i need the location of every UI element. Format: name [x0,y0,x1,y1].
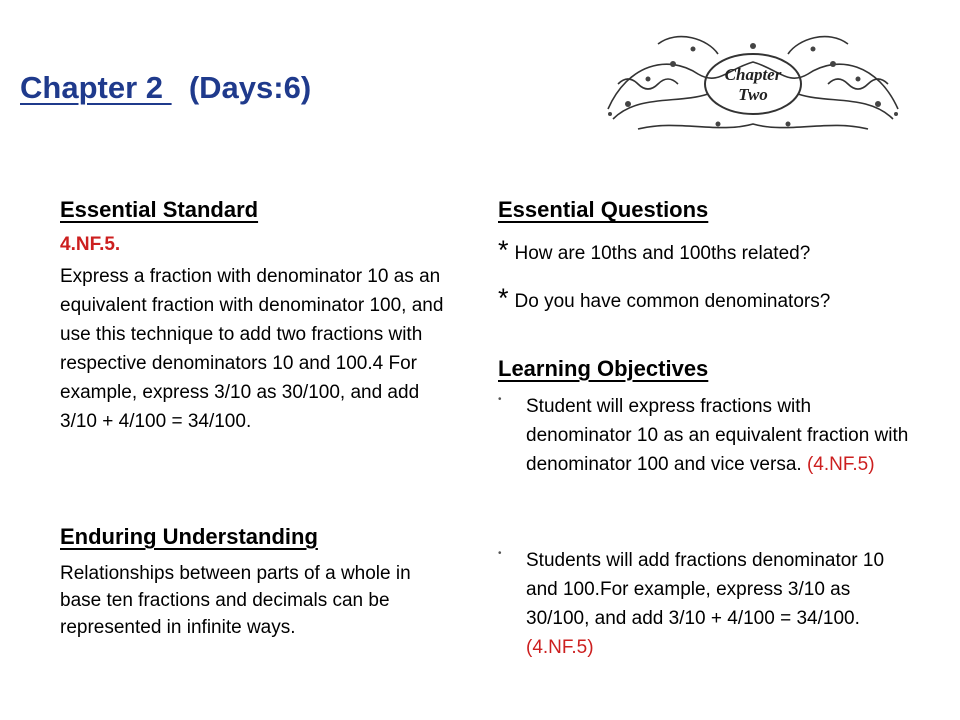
logo-text-two: Two [738,85,768,104]
essential-standard-heading: Essential Standard [60,197,259,222]
question-text: How are 10ths and 100ths related? [514,243,811,264]
logo-text-chapter: Chapter [724,65,782,84]
chapter-two-ornament-logo [598,24,908,144]
objective-item [498,546,918,662]
learning-objectives-heading: Learning Objectives [498,356,709,381]
bullet-icon: • [498,548,502,559]
objective-standard-ref: (4.NF.5) [526,637,594,658]
chapter-label: Chapter 2 [20,70,172,105]
standard-code: 4.NF.5. [60,234,121,255]
enduring-understanding-text: Relationships between parts of a whole in base ten fractions and decimals can be represented in infinite ways. [60,563,411,638]
bullet-icon: • [498,394,502,405]
star-bullet-icon: * [498,283,509,313]
question-item [498,284,918,316]
question-item [498,236,918,268]
question-text: Do you have common denominators? [514,291,831,312]
objective-standard-ref: (4.NF.5) [806,454,875,475]
page-title [20,70,311,106]
objective-item [498,392,918,479]
standard-text: Express a fraction with denominator 10 as an equivalent fraction with denominator 100, and use this technique to add two fractions with respective denominators 10 and 100.4 For example, express 3/10 as 30/100, and add 3/10 + 4/100 = 34/100. [60,266,444,432]
star-bullet-icon: * [498,235,509,265]
enduring-understanding-heading: Enduring Understanding [60,524,318,549]
objective-text: Students will add fractions denominator 10 and 100.For example, express 3/10 as 30/100, and add 3/10 + 4/100 = 34/100. [526,550,885,629]
essential-questions-heading: Essential Questions [498,197,709,222]
days-label: (Days:6) [188,70,312,105]
objective-text: Student will express fractions with denominator 10 as an equivalent fraction with denominator 100 and vice versa. [526,396,909,475]
